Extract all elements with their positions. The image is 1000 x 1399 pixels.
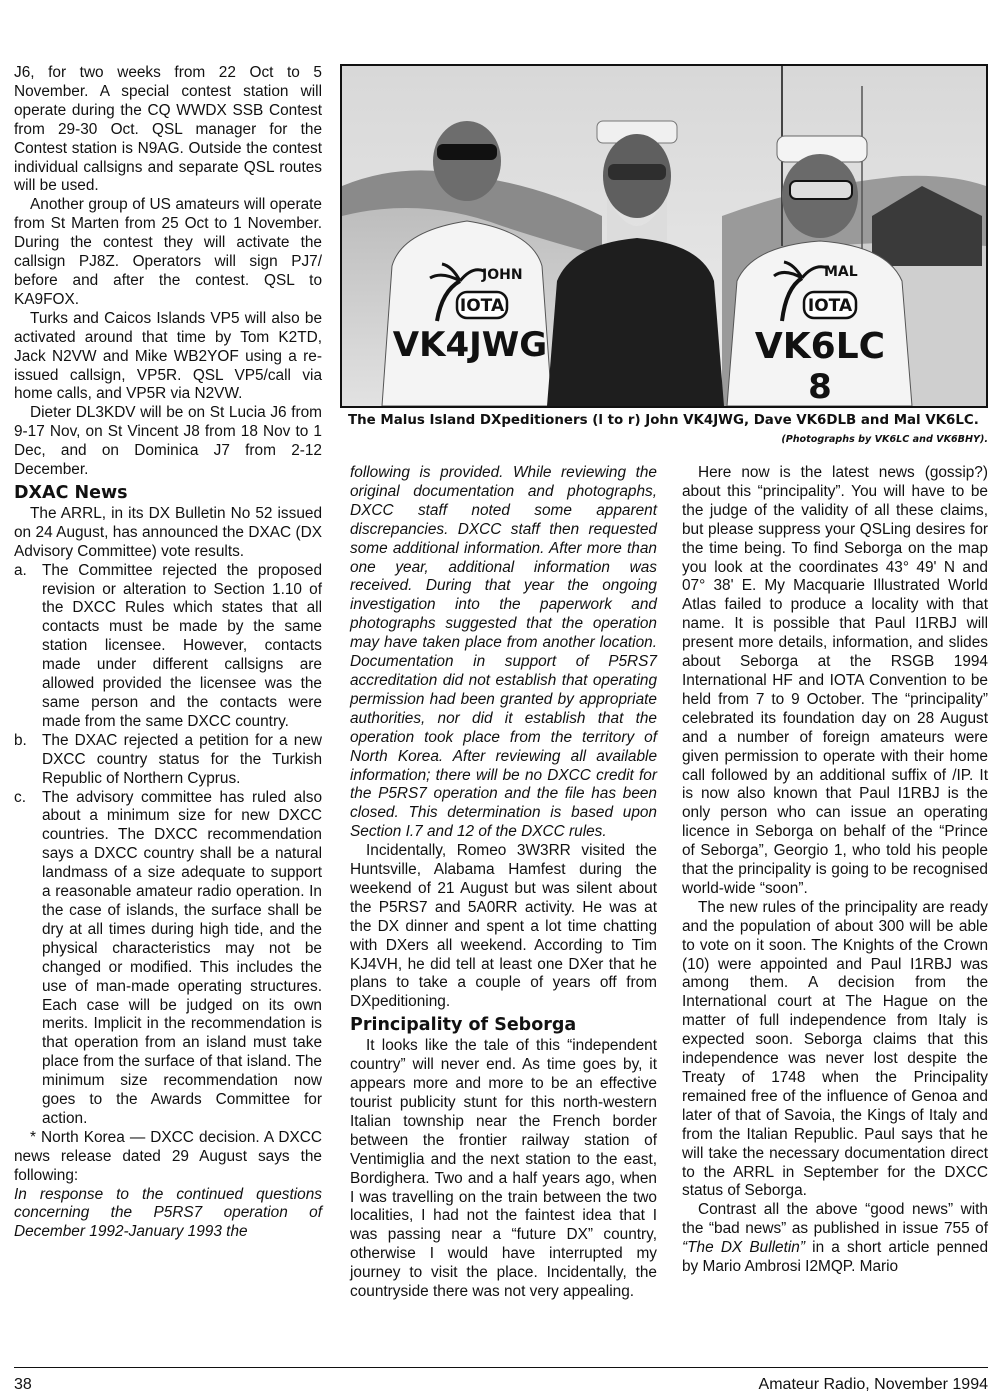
paragraph: It looks like the tale of this “independent country” will never end. As time goes by, it appears more and more to be an effective tourist publicity stunt for this north-western Italian township near the French border between the frontier railway station of Ventimiglia and the next station to the east, Bordighera. Two and a half years ago, when I was travelling on the train between the two localities, I had not the faintest idea that I was passing near a “future DX” country, otherwise I would have interrupted my journey to visit the place. Incidentally, the countryside there was not very appealing. <box>350 1037 657 1301</box>
paragraph: Dieter DL3KDV will be on St Lucia J6 from 9-17 Nov, on St Vincent J8 from 18 Nov to 1 Dec, and on Dominica J7 from 2-12 December. <box>14 404 322 479</box>
paragraph: The ARRL, in its DX Bulletin No 52 issued on 24 August, has announced the DXAC (DX Advisory Committee) vote results. <box>14 504 322 560</box>
paragraph <box>682 1201 988 1277</box>
photo-illustration <box>342 66 986 406</box>
shirt-left-name: JOHN <box>482 267 523 283</box>
quoted-release: In response to the continued questions concerning the P5RS7 operation of December 1992-January 1993 the <box>14 1185 322 1241</box>
paragraph: Incidentally, Romeo 3W3RR visited the Huntsville, Alabama Hamfest during the weekend of 21 August but was silent about the P5RS7 and 5A0RR activity. He was at the DX dinner and spent a lot time chatting with DXers all weekend. According to Tim KJ4VH, he did tell at least one DXer that he plans to take a couple of years off from DXpeditioning. <box>350 842 657 1011</box>
publication-title: “The DX Bulletin” <box>682 1239 805 1257</box>
quoted-release-continued: following is provided. While reviewing the original documentation and photographs, DXCC staff noted some apparent discrepancies. DXCC staff then requested some additional information. After more than one year, additional information was received. During that year the ongoing investigation into the paperwork and photographs suggested that the operation may have taken place from another location. Documentation in support of P5RS7 accreditation did not establish that operating permission had been granted by appropriate authorities, nor did it establish that the operation took place from the territory of North Korea. After reviewing all available information; there will be no DXCC credit for the P5RS7 operation and the file has been closed. This determination is based upon Section I.7 and 12 of the DXCC rules. <box>350 464 657 841</box>
paragraph: J6, for two weeks from 22 Oct to 5 November. A special contest station will operate during the CQ WWDX SSB Contest from 29-30 Oct. QSL manager for the Contest station is N9AG. Outside the contest individual callsigns and separate QSL routes will be used. <box>14 64 322 195</box>
photo-dxpeditioners <box>340 64 988 408</box>
text-span: in a short article penned by Mario Ambrosi I2MQP. Mario <box>682 1239 989 1276</box>
caption-text: The Malus Island DXpeditioners (l to r) John VK4JWG, Dave VK6DLB and Mal VK6LC. <box>348 413 979 428</box>
list-label: b. <box>14 731 27 749</box>
list-item <box>14 562 322 732</box>
column-middle <box>350 464 657 1302</box>
running-footer: Amateur Radio, November 1994 <box>758 1376 988 1393</box>
text-span: Contrast all the above “good news” with the “bad news” as published in issue 755 of <box>682 1201 988 1238</box>
list-text: The DXAC rejected a petition for a new DXCC country status for the Turkish Republic of Northern Cyprus. <box>42 731 322 787</box>
shirt-right-number: 8 <box>808 367 832 406</box>
shirt-left-callsign: VK4JWG <box>392 325 548 365</box>
photo-credit: (Photographs by VK6LC and VK6BHY). <box>781 434 988 445</box>
footer-rule <box>14 1367 988 1368</box>
shirt-right-logo: IOTA <box>807 296 853 316</box>
photo-caption <box>348 412 988 448</box>
column-left <box>14 64 322 1242</box>
list-label: c. <box>14 788 26 806</box>
list-label: a. <box>14 561 27 579</box>
shirt-right-name: MAL <box>824 264 858 280</box>
shirt-left-logo: IOTA <box>459 296 505 316</box>
paragraph: The new rules of the principality are ready and the population of about 300 will be able to vote on it soon. The Knights of the Crown (10) were appointed and Paul I1RBJ was among them. A decision from the International court at The Hague on the matter of full independence from Italy is expected soon. Seborga claims that this independence was never lost despite the Treaty of 1748 when the Principality remained free of the influence of Genoa and later of that of Savoia, the Kings of Italy and from the Italian Republic. Paul says that he will take the necessary documentation direct to the ARRL in September for the DXCC status of Seborga. <box>682 898 988 1200</box>
page-number: 38 <box>14 1376 32 1393</box>
heading-dxac-news: DXAC News <box>14 482 128 503</box>
list-text: The advisory committee has ruled also about a minimum size for new DXCC countries. The DXCC recommendation says a DXCC country shall be a natural landmass of a size adequate to support a reasonable amateur radio operation. In the case of islands, the surface shall be dry at all times during high tide, and the physical characteristics may not be changed or modified. This includes the use of man-made operating structures. Each case will be judged on its own merits. Implicit in the recommendation is that operation from an island must take place from the surface of that island. The minimum size recommendation now goes to the Awards Committee for action. <box>42 788 322 1127</box>
paragraph: Another group of US amateurs will operate from St Marten from 25 Oct to 1 November. During the contest they will activate the callsign PJ8Z. Operators will sign PJ7/ before and after the contest. QSL to KA9FOX. <box>14 196 322 308</box>
paragraph: * North Korea — DXCC decision. A DXCC news release dated 29 August says the following: <box>14 1128 322 1184</box>
heading-principality-of-seborga: Principality of Seborga <box>350 1015 577 1036</box>
dxac-results-list <box>14 562 322 1129</box>
shirt-right-callsign: VK6LC <box>754 326 886 367</box>
list-item <box>14 789 322 1129</box>
list-text: The Committee rejected the proposed revision or alteration to Section 1.10 of the DXCC Rules which states that all contacts must be made by the same station licensee. However, contacts made under different callsigns are allowed provided the licensee was the same person and the contacts were made from the same DXCC country. <box>42 561 322 730</box>
paragraph: Here now is the latest news (gossip?) about this “principality”. You will have to be the judge of the validity of all these claims, but please suppress your QSLing desires for the time being. To find Seborga on the map you look at the coordinates 43° 49' N and 07° 38' E. My Macquarie Illustrated World Atlas failed to produce a locality with that name. It is possible that Paul I1RBJ will present more details, information, and slides about Seborga at the RSGB 1994 International HF and IOTA Convention to be held from 7 to 9 October. The “principality” celebrated its foundation day on 28 August and a number of foreign amateurs were given permission to operate with their home call followed by an additional suffix of /IP. It is now also known that Paul I1RBJ is the only person who can issue an operating licence in Seborga on behalf of the “Prince of Seborga”, Georgio 1, who told his people that the principality is going to be recognised world-wide “soon”. <box>682 464 988 897</box>
column-right <box>682 464 988 1277</box>
paragraph: Turks and Caicos Islands VP5 will also be activated around that time by Tom K2TD, Jack N2VW and Mike WB2YOF using a re-issued callsign, VP5R. QSL VP5/call via home calls, and VP5R via N2VW. <box>14 309 322 403</box>
list-item <box>14 732 322 789</box>
